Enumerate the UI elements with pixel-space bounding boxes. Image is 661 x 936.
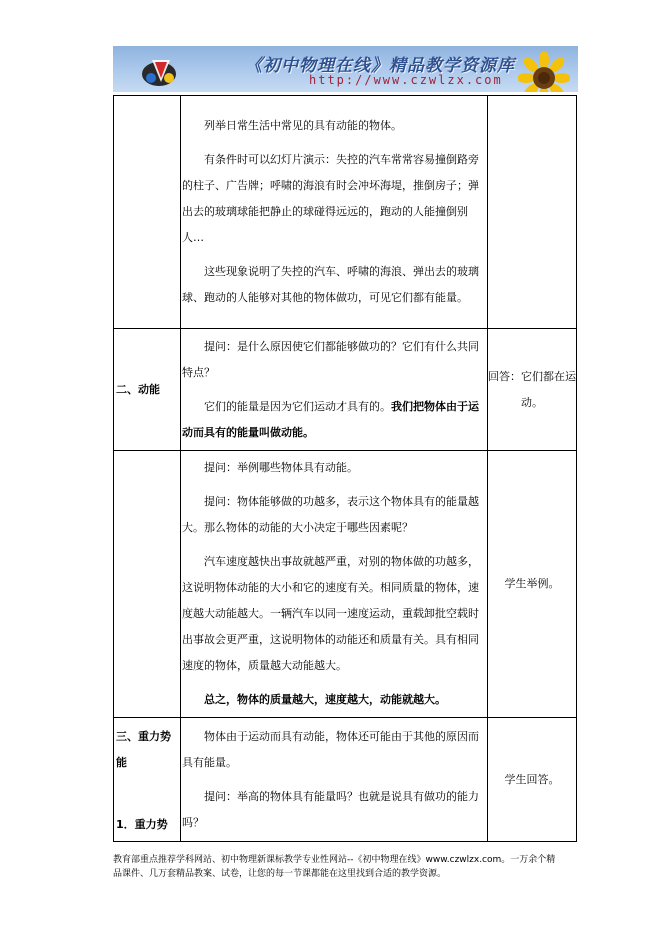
table-row	[114, 96, 577, 329]
content-cell	[181, 451, 488, 718]
table-row	[114, 451, 577, 718]
content-cell	[181, 96, 488, 329]
response-cell: 回答：它们都在运动。	[488, 329, 577, 451]
summary-text: 总之，物体的质量越大，速度越大，动能就越大。	[204, 693, 446, 706]
paragraph: 物体由于运动而具有动能，物体还可能由于其他的原因而具有能量。	[182, 729, 479, 769]
paragraph: 提问：举高的物体具有能量吗？也就是说具有做功的能力吗？	[182, 789, 479, 829]
table-row	[114, 329, 577, 451]
paragraph: 这些现象说明了失控的汽车、呼啸的海浪、弹出去的玻璃球、跑动的人能够对其他的物体做功，可见它们都有能量。	[182, 265, 479, 304]
paragraph: 提问：物体能够做的功越多，表示这个物体具有的能量越大。那么物体的动能的大小决定于哪些因素呢？	[182, 495, 479, 534]
sunflower-icon	[518, 52, 570, 92]
banner-title: 《初中物理在线》精品教学资源库	[245, 56, 515, 76]
paragraph: 列举日常生活中常见的具有动能的物体。	[204, 119, 402, 132]
lesson-table	[113, 95, 577, 842]
section-cell	[114, 718, 181, 842]
section-title: 二、动能	[114, 329, 181, 451]
table-row	[114, 718, 577, 842]
section-cell	[114, 451, 181, 718]
paragraph: 有条件时可以幻灯片演示：失控的汽车常常容易撞倒路旁的柱子、广告牌；呼啸的海浪有时会冲坏海堤，推倒房子；弹出去的玻璃球能把静止的球碰得远远的，跑动的人能撞倒别人…	[182, 153, 479, 244]
content-cell	[181, 718, 488, 842]
footer-text: 教育部重点推荐学科网站、初中物理新课标教学专业性网站--《初中物理在线》www.czwlzx.com。一万余个精品课件、几万套精品教案、试卷，让您的每一节课都能在这里找到合适的教学资源。	[113, 855, 556, 879]
response-cell: 学生举例。	[488, 451, 577, 718]
banner-url[interactable]: http://www.czwlzx.com	[309, 73, 503, 87]
content-cell	[181, 329, 488, 451]
answer-plain: 它们的能量是因为它们运动才具有的。	[204, 399, 391, 413]
subsection-title: 1．重力势	[116, 818, 168, 831]
answer-text	[182, 394, 487, 446]
paragraph: 汽车速度越快出事故就越严重，对别的物体做的功越多，这说明物体动能的大小和它的速度有关。相同质量的物体，速度越大动能越大。一辆汽车以同一速度运动，重载卸批空载时出事故会更严重，这说明物体的动能还和质量有关。具有相同速度的物体，质量越大动能越大。	[182, 555, 479, 672]
response-cell: 学生回答。	[488, 718, 577, 842]
section-cell	[114, 96, 181, 329]
paragraph: 提问：举例哪些物体具有动能。	[204, 461, 358, 474]
response-cell	[488, 96, 577, 329]
logo-icon	[139, 52, 183, 88]
definition-text: 我们把物体由于运动而具有的能量叫做动能。	[182, 399, 479, 439]
section-title: 三、重力势能	[116, 730, 171, 769]
header-banner	[113, 46, 578, 92]
question-text: 提问：是什么原因使它们都能够做功的？它们有什么共同特点？	[182, 339, 479, 379]
